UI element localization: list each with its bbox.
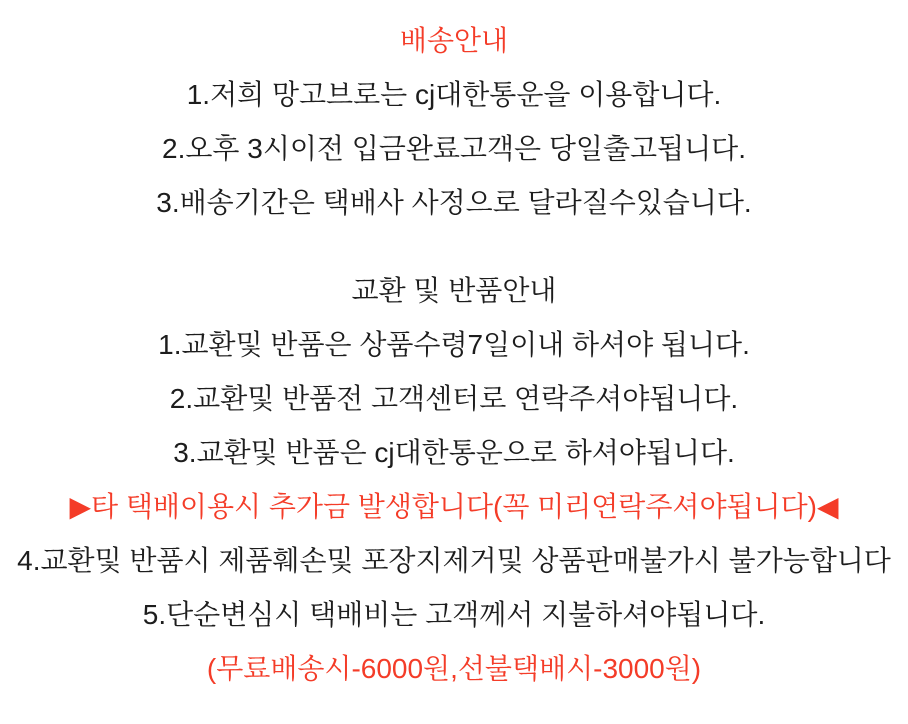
shipping-line-1: 1.저희 망고브로는 cj대한통운을 이용합니다. [186, 79, 722, 110]
exchange-line-4: 4.교환및 반품시 제품훼손및 포장지제거및 상품판매불가시 불가능합니다 [17, 545, 891, 576]
shipping-line-2: 2.오후 3시이전 입금완료고객은 당일출고됩니다. [162, 133, 746, 164]
exchange-line-2: 2.교환및 반품전 고객센터로 연락주셔야됩니다. [169, 383, 739, 414]
section-spacer [0, 230, 908, 264]
shipping-section-title: 배송안내 [399, 25, 509, 56]
exchange-line-1: 1.교환및 반품은 상품수령7일이내 하셔야 됩니다. [158, 329, 750, 360]
exchange-line-3: 3.교환및 반품은 cj대한통운으로 하셔야됩니다. [173, 437, 735, 468]
shipping-line-3: 3.배송기간은 택배사 사정으로 달라질수있습니다. [156, 187, 752, 218]
return-fee-note: (무료배송시-6000원,선불택배시-3000원) [206, 653, 702, 684]
exchange-section-title: 교환 및 반품안내 [351, 275, 557, 306]
exchange-line-5: 5.단순변심시 택배비는 고객께서 지불하셔야됩니다. [142, 599, 766, 630]
extra-courier-warning: ▶타 택배이용시 추가금 발생합니다(꼭 미리연락주셔야됩니다)◀ [69, 491, 839, 522]
